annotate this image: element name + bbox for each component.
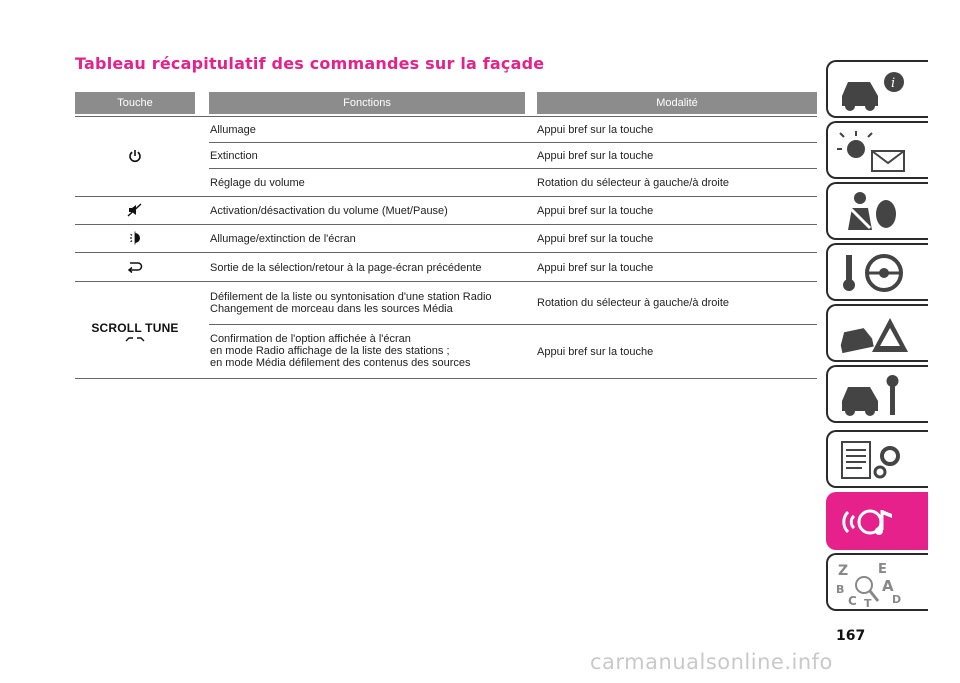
tab-maintenance[interactable] (826, 365, 928, 423)
tab-multimedia[interactable] (826, 492, 928, 550)
page-title: Tableau récapitulatif des commandes sur la façade (75, 54, 545, 73)
row-7-fonction-line: Défilement de la liste ou syntonisation d'une station Radio (210, 291, 492, 303)
row-divider (209, 168, 817, 169)
row-divider (75, 196, 817, 197)
row-divider (209, 324, 817, 325)
row-6-fonction: Sortie de la sélection/retour à la page-écran précédente (210, 262, 482, 274)
row-1-fonction: Allumage (210, 124, 256, 136)
car-maintenance-icon (834, 371, 914, 419)
tab-emergency[interactable] (826, 304, 928, 362)
row-3-fonction: Réglage du volume (210, 177, 305, 189)
multimedia-icon (834, 498, 914, 546)
tab-warning-lights[interactable] (826, 121, 928, 179)
row-7-modalite: Rotation du sélecteur à gauche/à droite (537, 297, 730, 309)
svg-text:E: E (878, 562, 887, 577)
row-8-fonction-line: en mode Radio affichage de la liste des stations ; (210, 345, 450, 357)
header-touche: Touche (75, 92, 195, 114)
row-5-fonction: Allumage/extinction de l'écran (210, 233, 356, 245)
row-4-modalite: Appui bref sur la touche (537, 205, 654, 217)
back-icon (75, 257, 195, 277)
scroll-tune-knob (75, 314, 195, 350)
technical-data-icon (834, 436, 914, 484)
mute-icon (75, 200, 195, 220)
watermark: carmanualsonline.info (590, 650, 833, 674)
key-steering-wheel-icon (834, 249, 914, 297)
row-2-fonction: Extinction (210, 150, 258, 162)
accident-warning-icon (834, 310, 914, 358)
row-7-fonction-line: Changement de morceau dans les sources Média (210, 303, 453, 315)
svg-text:D: D (892, 593, 902, 606)
row-divider (75, 378, 817, 379)
rotate-arrows-icon (124, 335, 146, 343)
row-2-modalite: Appui bref sur la touche (537, 150, 654, 162)
tab-starting-driving[interactable] (826, 243, 928, 301)
row-8-fonction-line: en mode Média défilement des contenus des sources (210, 357, 471, 369)
tab-index[interactable] (826, 553, 928, 611)
svg-text:A: A (882, 577, 894, 595)
svg-text:i: i (891, 76, 896, 91)
row-divider (75, 252, 817, 253)
row-4-fonction: Activation/désactivation du volume (Muet/Pause) (210, 205, 448, 217)
tab-safety[interactable] (826, 182, 928, 240)
alphabetical-index-icon (834, 559, 914, 607)
row-5-modalite: Appui bref sur la touche (537, 233, 654, 245)
header-fonctions: Fonctions (209, 92, 525, 114)
row-divider (75, 224, 817, 225)
svg-text:B: B (836, 583, 845, 596)
row-6-modalite: Appui bref sur la touche (537, 262, 654, 274)
page-number: 167 (836, 628, 866, 644)
row-divider (75, 281, 817, 282)
tab-technical-data[interactable] (826, 430, 928, 488)
seatbelt-airbag-icon (834, 188, 914, 236)
svg-text:T: T (864, 597, 872, 607)
row-divider (75, 116, 817, 117)
row-8-modalite: Appui bref sur la touche (537, 346, 654, 358)
screen-icon (75, 228, 195, 248)
header-modalite: Modalité (537, 92, 817, 114)
car-info-icon (834, 66, 914, 114)
power-icon (75, 146, 195, 166)
svg-text:Z: Z (838, 563, 849, 579)
tab-car-info[interactable] (826, 60, 928, 118)
row-7-fonction (210, 291, 525, 315)
warning-lights-message-icon (834, 127, 914, 175)
row-1-modalite: Appui bref sur la touche (537, 124, 654, 136)
row-8-fonction (210, 333, 525, 369)
row-divider (209, 142, 817, 143)
row-8-fonction-line: Confirmation de l'option affichée à l'écran (210, 333, 411, 345)
row-3-modalite: Rotation du sélecteur à gauche/à droite (537, 177, 730, 189)
svg-text:C: C (848, 594, 857, 607)
scroll-tune-label: SCROLL TUNE (91, 321, 179, 335)
